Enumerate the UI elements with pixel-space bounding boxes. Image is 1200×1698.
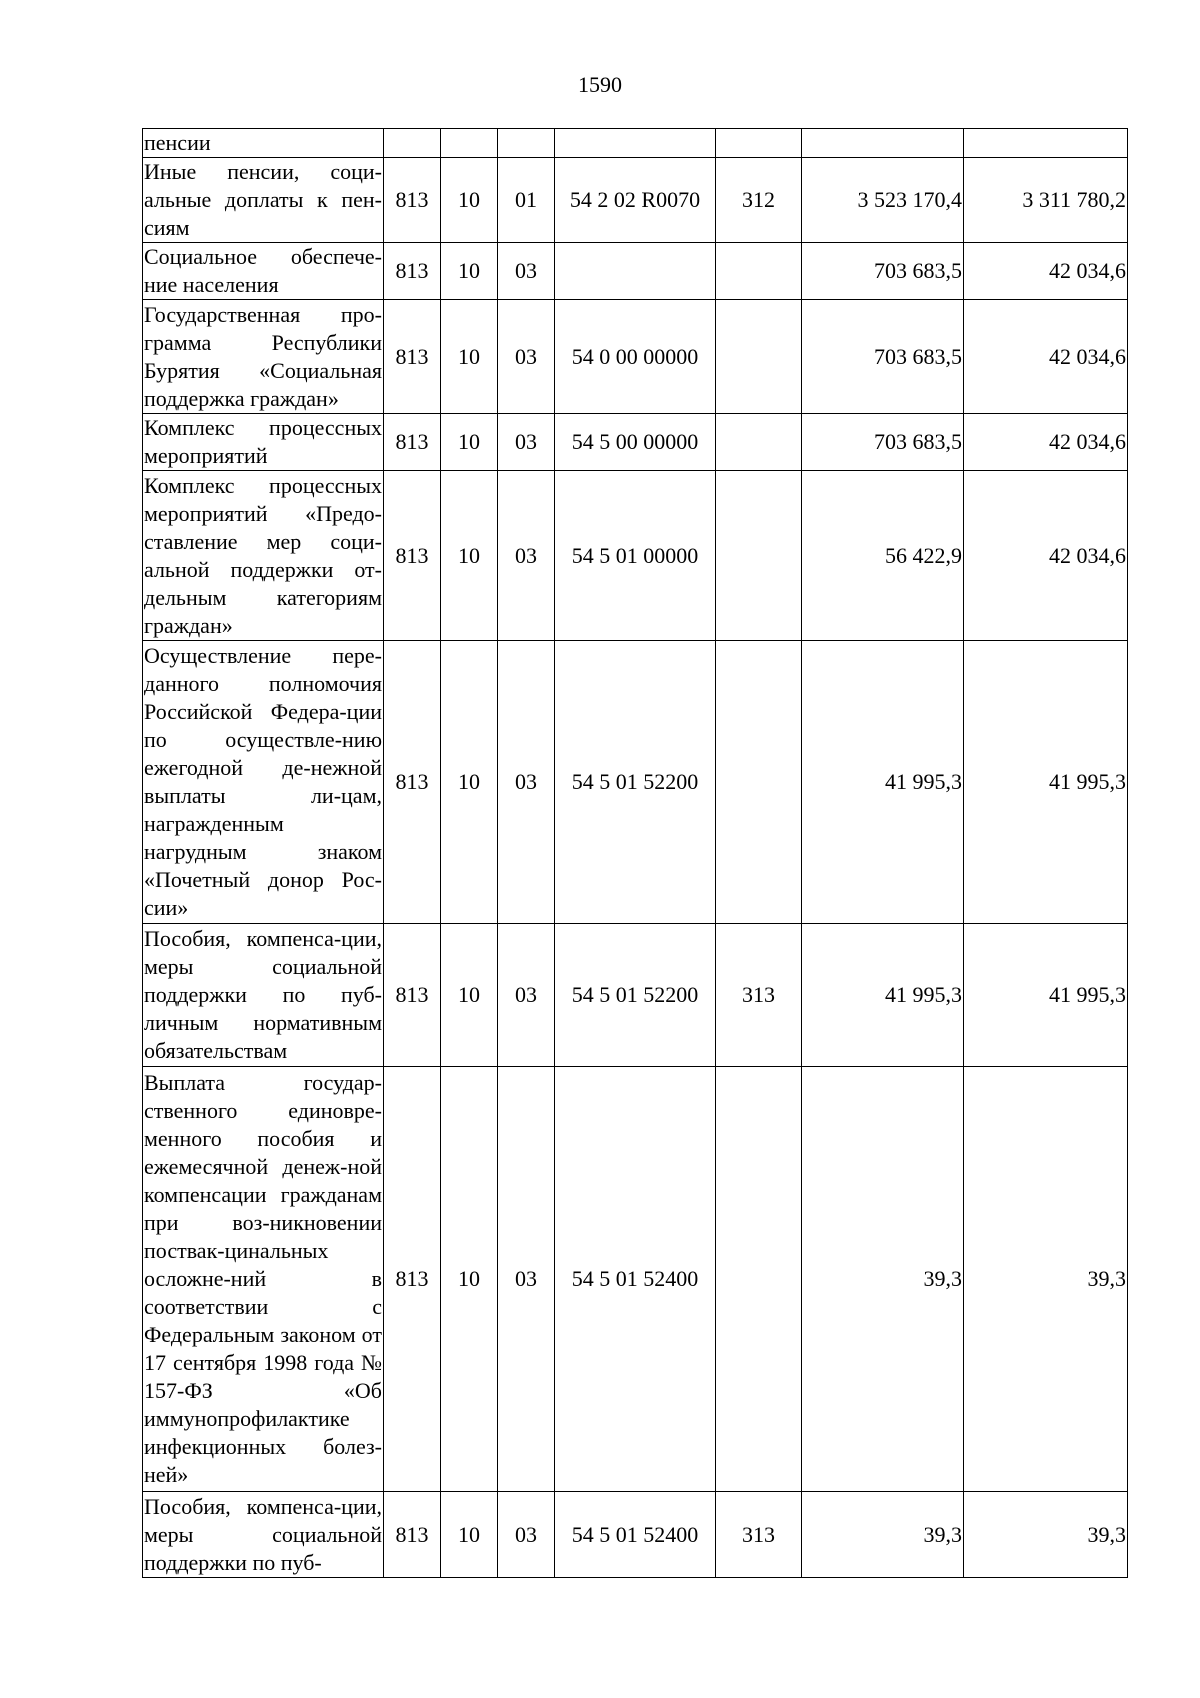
expense-type-cell	[716, 243, 802, 300]
table-row	[143, 129, 1128, 158]
table-row	[143, 1492, 1128, 1578]
section-code-cell	[441, 129, 498, 158]
ministry-code-cell: 813	[384, 300, 441, 414]
expense-type-cell	[716, 1067, 802, 1492]
table-row	[143, 414, 1128, 471]
row-name-cell: Выплата государ-ственного единовре-менного пособия и ежемесячной денеж-ной компенсации гражданам при воз-никновении поствак-цинальных осложне-ний в соответствии с Федеральным законом от 17 сентября 1998 года № 157-ФЗ «Об иммунопрофилактике инфекционных болез-ней»	[143, 1067, 384, 1492]
expense-type-cell: 313	[716, 1492, 802, 1578]
ministry-code-cell: 813	[384, 1067, 441, 1492]
section-code-cell: 10	[441, 414, 498, 471]
amount-year1-cell: 39,3	[802, 1067, 964, 1492]
table-row	[143, 158, 1128, 243]
target-article-cell	[555, 243, 716, 300]
subsection-code-cell: 03	[498, 1067, 555, 1492]
expense-type-cell	[716, 129, 802, 158]
amount-year1-cell: 41 995,3	[802, 924, 964, 1067]
row-name-cell: Пособия, компенса-ции, меры социальной поддержки по пуб-	[143, 1492, 384, 1578]
budget-table	[142, 128, 1128, 1578]
subsection-code-cell: 01	[498, 158, 555, 243]
expense-type-cell	[716, 641, 802, 924]
amount-year1-cell: 703 683,5	[802, 414, 964, 471]
amount-year2-cell: 42 034,6	[964, 414, 1128, 471]
target-article-cell: 54 0 00 00000	[555, 300, 716, 414]
row-name-cell: Осуществление пере-данного полномочия Российской Федера-ции по осуществле-нию ежегодной де-нежной выплаты ли-цам, награжденным нагрудным знаком «Почетный донор Рос-сии»	[143, 641, 384, 924]
subsection-code-cell: 03	[498, 1492, 555, 1578]
section-code-cell: 10	[441, 1067, 498, 1492]
section-code-cell: 10	[441, 471, 498, 641]
ministry-code-cell: 813	[384, 641, 441, 924]
table-row	[143, 924, 1128, 1067]
table-row	[143, 300, 1128, 414]
target-article-cell: 54 5 01 52200	[555, 924, 716, 1067]
amount-year1-cell: 703 683,5	[802, 243, 964, 300]
subsection-code-cell: 03	[498, 924, 555, 1067]
section-code-cell: 10	[441, 924, 498, 1067]
row-name-cell: Социальное обеспече-ние населения	[143, 243, 384, 300]
subsection-code-cell	[498, 129, 555, 158]
table-row	[143, 243, 1128, 300]
ministry-code-cell: 813	[384, 414, 441, 471]
table-row	[143, 471, 1128, 641]
expense-type-cell	[716, 300, 802, 414]
page-number: 1590	[578, 72, 622, 97]
row-name-cell: пенсии	[143, 129, 384, 158]
amount-year2-cell: 3 311 780,2	[964, 158, 1128, 243]
section-code-cell: 10	[441, 1492, 498, 1578]
amount-year2-cell: 39,3	[964, 1067, 1128, 1492]
amount-year1-cell: 41 995,3	[802, 641, 964, 924]
ministry-code-cell: 813	[384, 1492, 441, 1578]
ministry-code-cell: 813	[384, 471, 441, 641]
amount-year2-cell: 41 995,3	[964, 641, 1128, 924]
amount-year2-cell: 42 034,6	[964, 243, 1128, 300]
expense-type-cell: 312	[716, 158, 802, 243]
amount-year2-cell: 39,3	[964, 1492, 1128, 1578]
target-article-cell: 54 5 00 00000	[555, 414, 716, 471]
section-code-cell: 10	[441, 158, 498, 243]
ministry-code-cell: 813	[384, 243, 441, 300]
row-name-cell: Государственная про-грамма Республики Бурятия «Социальная поддержка граждан»	[143, 300, 384, 414]
amount-year2-cell: 42 034,6	[964, 471, 1128, 641]
ministry-code-cell: 813	[384, 158, 441, 243]
row-name-cell: Комплекс процессных мероприятий «Предо-ставление мер соци-альной поддержки от-дельным категориям граждан»	[143, 471, 384, 641]
target-article-cell	[555, 129, 716, 158]
section-code-cell: 10	[441, 243, 498, 300]
amount-year2-cell: 42 034,6	[964, 300, 1128, 414]
section-code-cell: 10	[441, 300, 498, 414]
subsection-code-cell: 03	[498, 300, 555, 414]
row-name-cell: Пособия, компенса-ции, меры социальной поддержки по пуб-личным нормативным обязательствам	[143, 924, 384, 1067]
amount-year2-cell	[964, 129, 1128, 158]
amount-year1-cell	[802, 129, 964, 158]
table-row	[143, 641, 1128, 924]
expense-type-cell	[716, 414, 802, 471]
target-article-cell: 54 5 01 52200	[555, 641, 716, 924]
subsection-code-cell: 03	[498, 243, 555, 300]
amount-year1-cell: 56 422,9	[802, 471, 964, 641]
subsection-code-cell: 03	[498, 414, 555, 471]
ministry-code-cell	[384, 129, 441, 158]
expense-type-cell	[716, 471, 802, 641]
amount-year1-cell: 703 683,5	[802, 300, 964, 414]
row-name-cell: Иные пенсии, соци-альные доплаты к пен-сиям	[143, 158, 384, 243]
target-article-cell: 54 2 02 R0070	[555, 158, 716, 243]
subsection-code-cell: 03	[498, 471, 555, 641]
target-article-cell: 54 5 01 52400	[555, 1067, 716, 1492]
ministry-code-cell: 813	[384, 924, 441, 1067]
expense-type-cell: 313	[716, 924, 802, 1067]
subsection-code-cell: 03	[498, 641, 555, 924]
target-article-cell: 54 5 01 00000	[555, 471, 716, 641]
amount-year1-cell: 3 523 170,4	[802, 158, 964, 243]
section-code-cell: 10	[441, 641, 498, 924]
table-row	[143, 1067, 1128, 1492]
amount-year2-cell: 41 995,3	[964, 924, 1128, 1067]
amount-year1-cell: 39,3	[802, 1492, 964, 1578]
row-name-cell: Комплекс процессных мероприятий	[143, 414, 384, 471]
target-article-cell: 54 5 01 52400	[555, 1492, 716, 1578]
